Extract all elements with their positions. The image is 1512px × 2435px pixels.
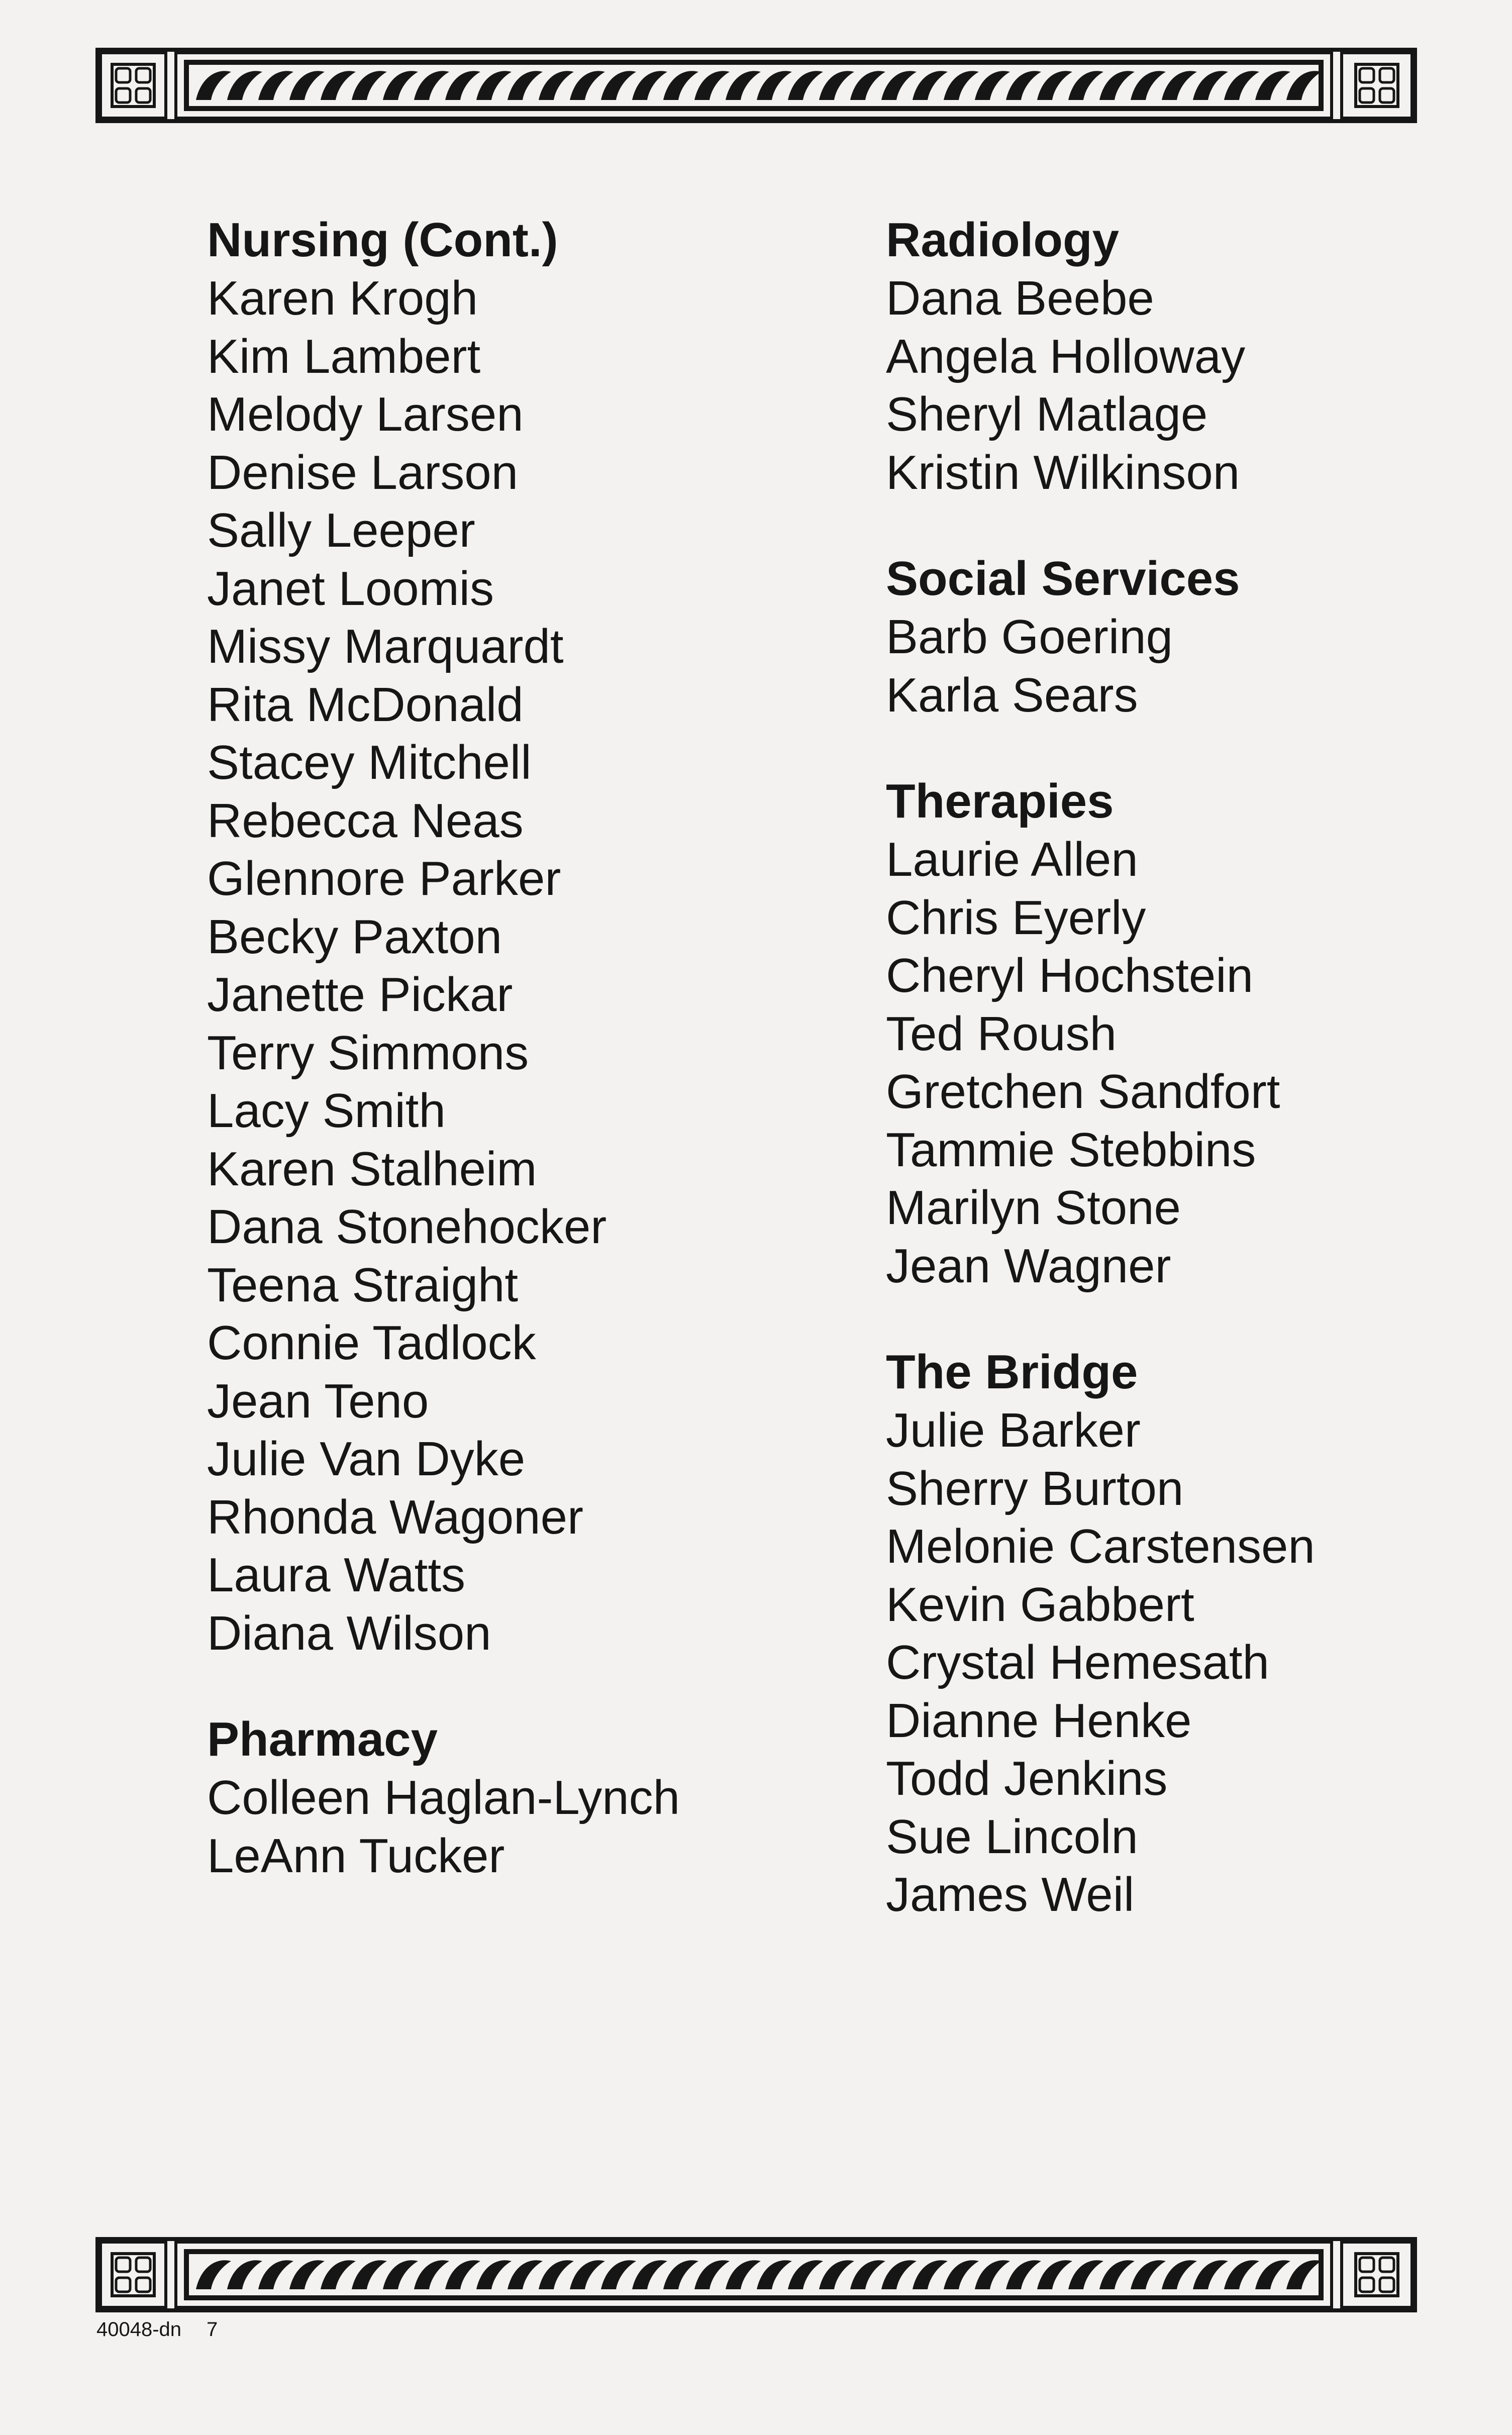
print-code: 40048-dn xyxy=(96,2318,182,2341)
department-heading: Radiology xyxy=(886,213,1120,267)
staff-name: Diana Wilson xyxy=(207,1606,491,1660)
staff-name: Missy Marquardt xyxy=(207,620,564,673)
staff-name: Dianne Henke xyxy=(886,1693,1192,1748)
department-section xyxy=(886,211,1439,501)
staff-name: Sherry Burton xyxy=(886,1461,1184,1515)
staff-name: Sally Leeper xyxy=(207,503,475,557)
department-section xyxy=(207,211,860,1662)
department-section xyxy=(207,1710,860,1885)
staff-name: Glennore Parker xyxy=(207,852,561,905)
staff-name: Kristin Wilkinson xyxy=(886,445,1240,499)
staff-name: Janette Pickar xyxy=(207,968,513,1022)
department-heading: Pharmacy xyxy=(207,1712,438,1766)
staff-name: Jean Wagner xyxy=(886,1239,1171,1293)
staff-name: Barb Goering xyxy=(886,610,1173,664)
staff-name: Laura Watts xyxy=(207,1548,465,1602)
staff-name: Terry Simmons xyxy=(207,1026,529,1080)
department-heading: Social Services xyxy=(886,552,1240,605)
staff-name: Laurie Allen xyxy=(886,833,1138,886)
staff-name: Rita McDonald xyxy=(207,677,524,732)
page-footer xyxy=(96,2317,218,2342)
staff-name: James Weil xyxy=(886,1868,1135,1921)
staff-name: Denise Larson xyxy=(207,445,519,499)
staff-name: Becky Paxton xyxy=(207,909,502,964)
staff-name: Sue Lincoln xyxy=(886,1809,1138,1864)
staff-name: Marilyn Stone xyxy=(886,1181,1181,1235)
staff-name: Cheryl Hochstein xyxy=(886,949,1253,1002)
staff-name: Dana Beebe xyxy=(886,271,1154,325)
staff-name: Tammie Stebbins xyxy=(886,1123,1256,1177)
right-column xyxy=(886,211,1439,1972)
department-section xyxy=(886,1343,1439,1924)
staff-name: Stacey Mitchell xyxy=(207,736,532,789)
staff-name: Sheryl Matlage xyxy=(886,387,1208,441)
department-section xyxy=(886,772,1439,1295)
department-heading: The Bridge xyxy=(886,1345,1138,1399)
staff-name: Jean Teno xyxy=(207,1374,429,1428)
staff-name: Julie Barker xyxy=(886,1403,1141,1457)
department-heading: Therapies xyxy=(886,774,1114,828)
staff-name: Rhonda Wagoner xyxy=(207,1490,583,1544)
left-column xyxy=(207,211,860,1933)
staff-name: Rebecca Neas xyxy=(207,793,524,848)
staff-name: Kim Lambert xyxy=(207,329,481,383)
staff-name: Colleen Haglan-Lynch xyxy=(207,1771,680,1824)
staff-name: Karen Stalheim xyxy=(207,1142,537,1196)
department-section xyxy=(886,550,1439,724)
braid-border-ornament xyxy=(95,48,1417,123)
staff-name: LeAnn Tucker xyxy=(207,1829,505,1883)
staff-name: Todd Jenkins xyxy=(886,1752,1168,1805)
staff-name: Connie Tadlock xyxy=(207,1316,536,1370)
top-decorative-border xyxy=(95,48,1417,123)
staff-name: Kevin Gabbert xyxy=(886,1577,1194,1632)
staff-name: Julie Van Dyke xyxy=(207,1432,526,1486)
staff-name: Teena Straight xyxy=(207,1258,519,1312)
page-number: 7 xyxy=(207,2318,218,2341)
staff-name: Melonie Carstensen xyxy=(886,1519,1315,1573)
staff-name: Ted Roush xyxy=(886,1006,1117,1061)
staff-name: Janet Loomis xyxy=(207,561,494,616)
staff-name: Melody Larsen xyxy=(207,387,524,441)
staff-name: Angela Holloway xyxy=(886,329,1246,383)
staff-name: Gretchen Sandfort xyxy=(886,1065,1280,1119)
staff-name: Chris Eyerly xyxy=(886,890,1146,945)
braid-border-ornament xyxy=(95,2237,1417,2312)
department-heading: Nursing (Cont.) xyxy=(207,213,558,267)
staff-name: Crystal Hemesath xyxy=(886,1636,1269,1689)
staff-name: Lacy Smith xyxy=(207,1084,446,1138)
staff-name: Karla Sears xyxy=(886,668,1138,722)
bottom-decorative-border xyxy=(95,2237,1417,2312)
staff-name: Dana Stonehocker xyxy=(207,1200,607,1254)
staff-name: Karen Krogh xyxy=(207,271,478,325)
